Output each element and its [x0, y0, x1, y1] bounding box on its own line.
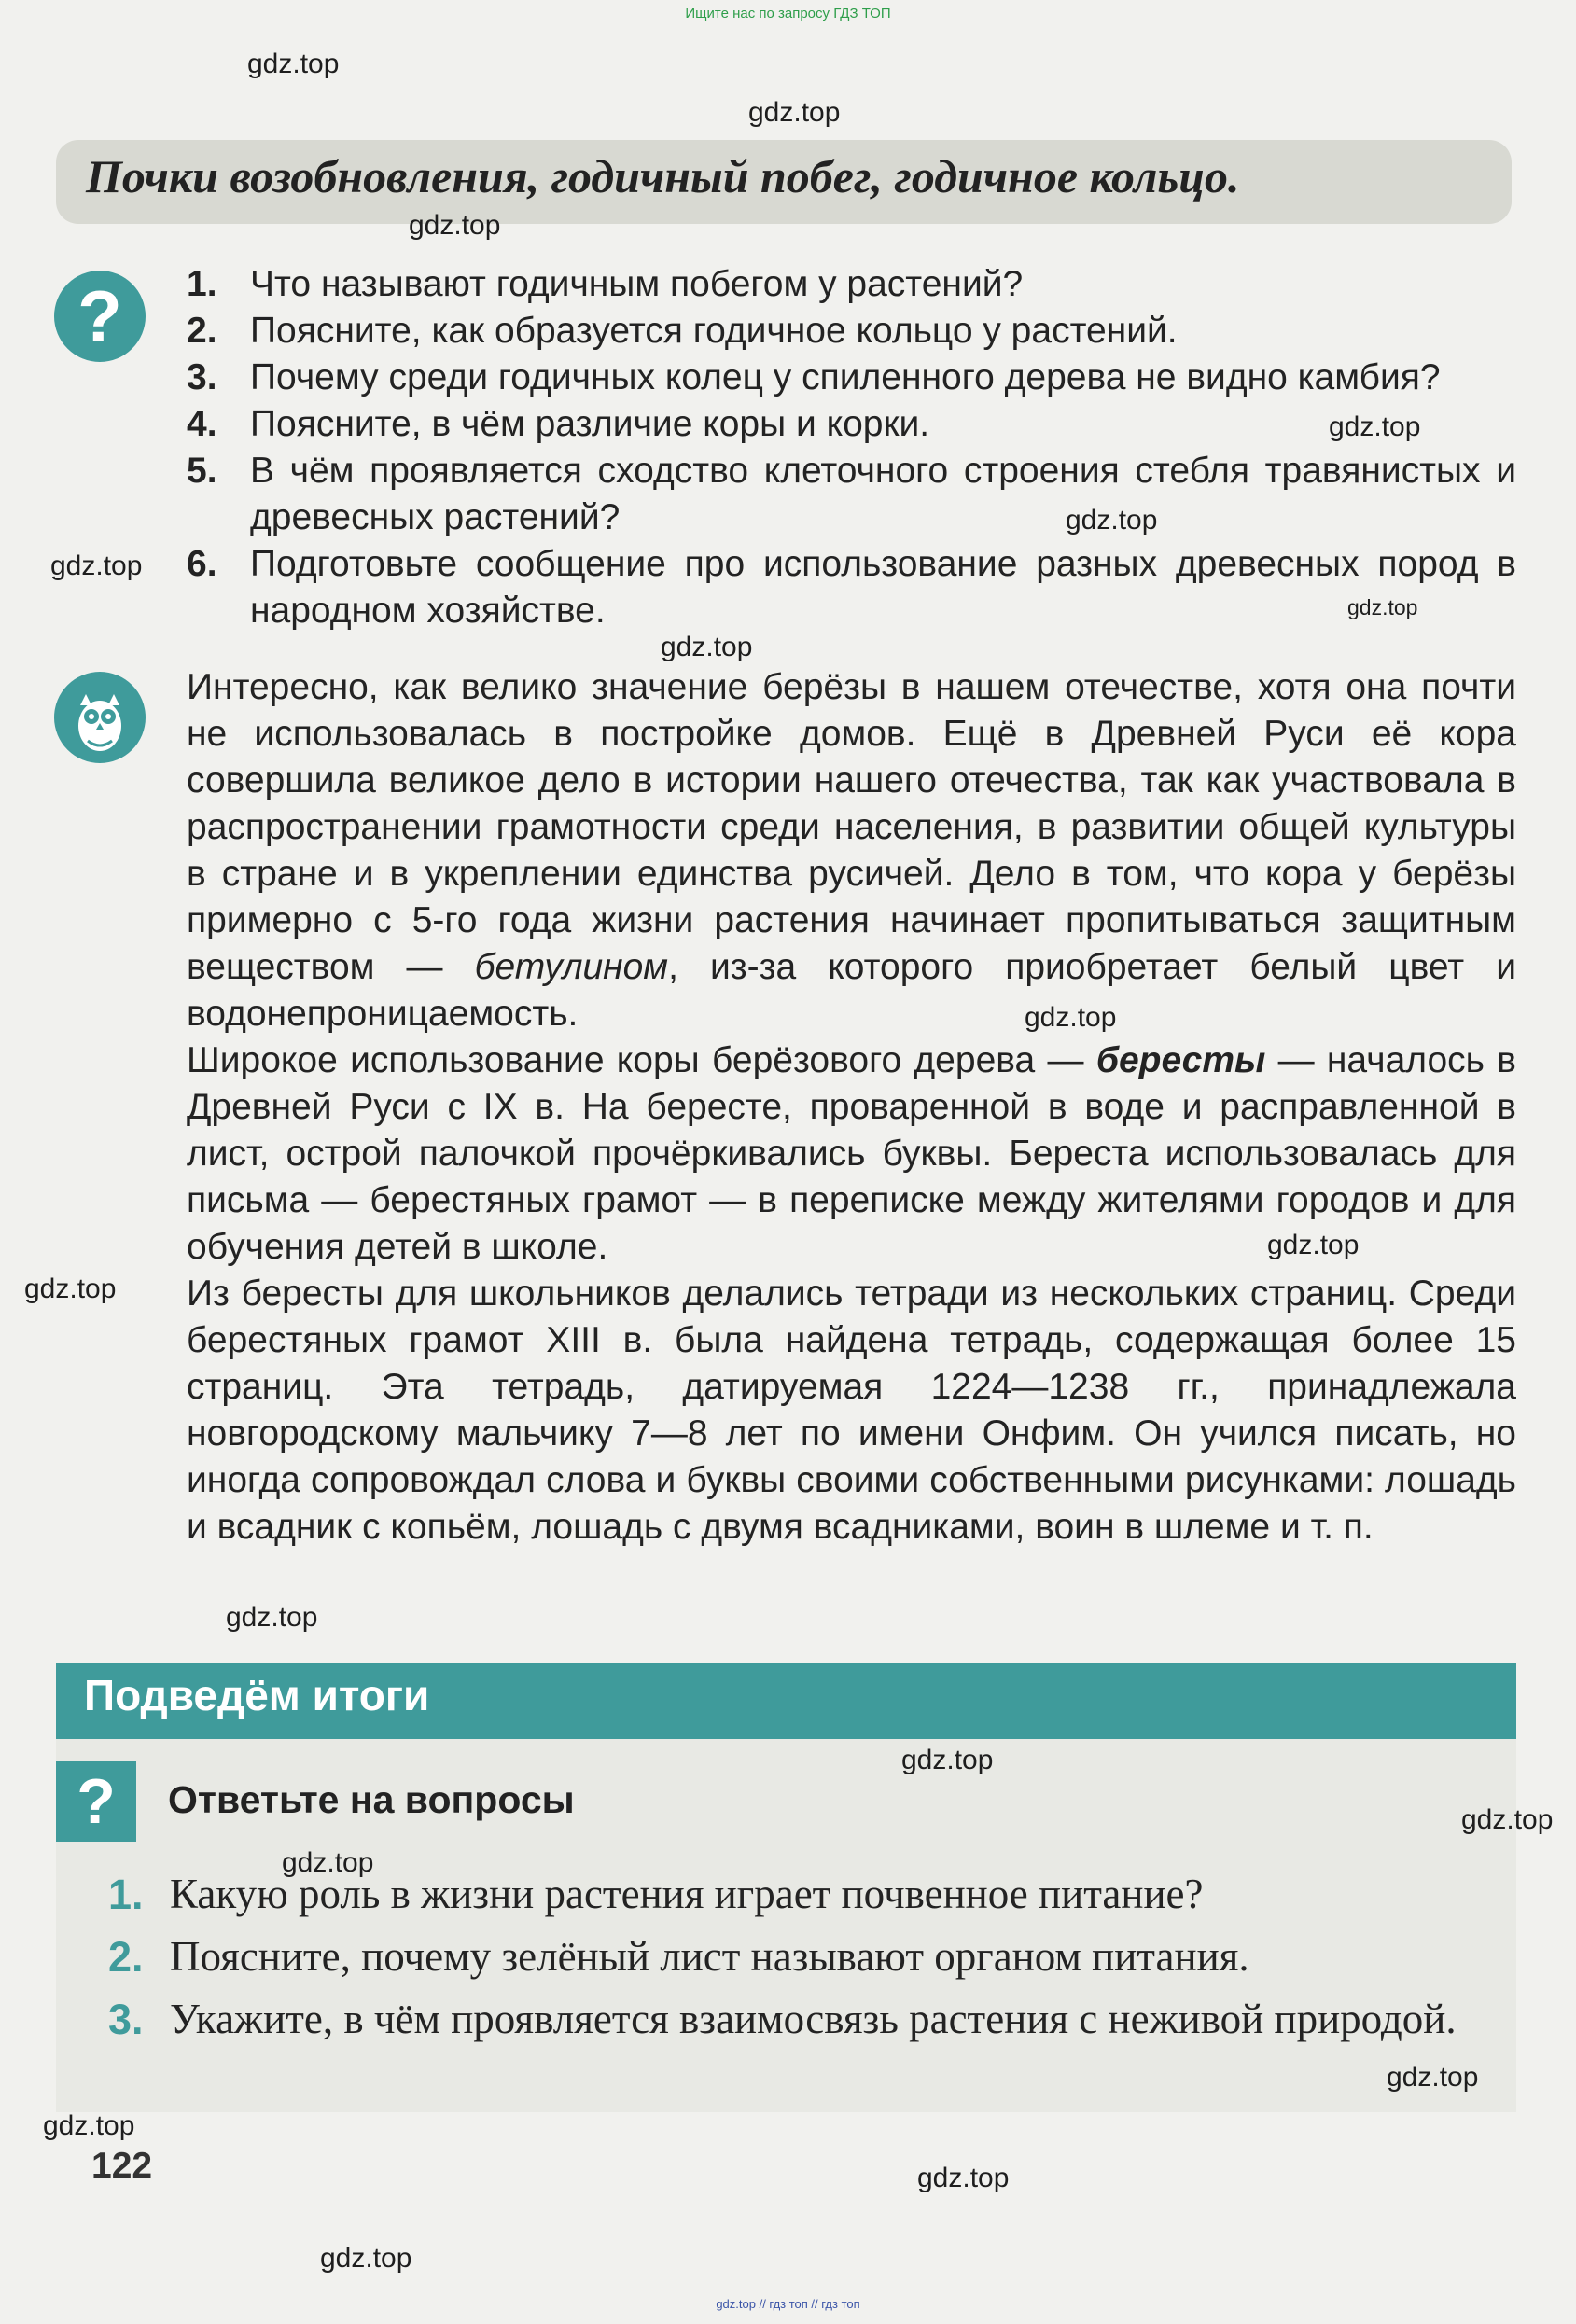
review-questions-list — [187, 261, 1516, 634]
term-betulin: бетулином — [474, 947, 669, 987]
summary-question: 1. Какую роль в жизни растения играет почвенное питание? — [108, 1871, 1204, 1918]
watermark-text: gdz.top — [1347, 595, 1418, 619]
watermark-text: gdz.top — [43, 2110, 135, 2141]
summary-question: 3. Укажите, в чём проявляется взаимосвязь растения с неживой природой. — [108, 1996, 1457, 2043]
watermark-text: gdz.top — [661, 632, 753, 662]
term-beresta: бересты — [1095, 1040, 1266, 1080]
summary-title: Подведём итоги — [84, 1671, 430, 1719]
watermark-text: gdz.top — [917, 2163, 1010, 2193]
section-title: Почки возобновления, годичный побег, годичное кольцо. — [86, 150, 1240, 202]
page-number: 122 — [91, 2146, 153, 2186]
watermark-text: gdz.top — [24, 1273, 117, 1304]
top-search-note: Ищите нас по запросу ГДЗ ТОП — [685, 6, 891, 21]
watermark-text: gdz.top — [1267, 1230, 1360, 1260]
story-paragraph: Широкое использование коры берёзового дерева — бересты — началось в Древней Руси с IX в. На бересте, проваренной в воде и расправленной в лист, острой палочкой прочёркивались буквы. Береста использовалась для письма — берестяных грамот — в переписке между жителями городов и для обучения детей в школе. — [187, 1040, 1516, 1267]
watermark-text: gdz.top — [226, 1602, 318, 1633]
summary-questions-list — [103, 1869, 1519, 2056]
review-question: 3. Почему среди годичных колец у спиленного дерева не видно камбия? — [187, 357, 1441, 397]
watermark-text: gdz.top — [282, 1847, 374, 1878]
watermark-text: gdz.top — [1329, 411, 1421, 442]
watermark-text: gdz.top — [50, 550, 143, 581]
review-question: 1. Что называют годичным побегом у растений? — [187, 264, 1024, 304]
summary-question: 2. Поясните, почему зелёный лист называют органом питания. — [108, 1933, 1249, 1981]
watermark-text: gdz.top — [1387, 2062, 1479, 2093]
question-box-icon: ? — [56, 1761, 136, 1842]
birch-bark-story — [187, 664, 1516, 1551]
review-question: 6. Подготовьте сообщение про использование разных древесных пород в народном хозяйстве. — [187, 544, 1516, 631]
review-question: 5. В чём проявляется сходство клеточного строения стебля травянистых и древесных растений? — [187, 451, 1516, 537]
watermark-text: gdz.top — [247, 49, 340, 79]
watermark-text: gdz.top — [1066, 505, 1158, 536]
owl-icon — [54, 672, 146, 763]
question-mark-icon: ? — [54, 271, 146, 362]
watermark-text: gdz.top — [320, 2243, 412, 2274]
watermark-text: gdz.top — [748, 97, 841, 128]
watermark-text: gdz.top — [1461, 1804, 1554, 1835]
answer-questions-heading: Ответьте на вопросы — [168, 1778, 575, 1821]
watermark-text: gdz.top — [1025, 1002, 1117, 1033]
bottom-site-note: gdz.top // гдз топ // гдз топ — [716, 2297, 860, 2311]
watermark-text: gdz.top — [901, 1745, 994, 1775]
watermark-text: gdz.top — [409, 210, 501, 241]
review-question: 4. Поясните, в чём различие коры и корки. — [187, 404, 930, 444]
story-paragraph: Из бересты для школьников делались тетради из нескольких страниц. Среди берестяных грамот XIII в. была найдена тетрадь, содержащая более 15 страниц. Эта тетрадь, датируемая 1224—1238 гг., принадлежала новгородскому мальчику 7—8 лет по имени Онфим. Он учился писать, но иногда сопровождал слова и буквы своими собственными рисунками: лошадь и всадник с копьём, лошадь с двумя всадниками, воин в шлеме и т. п. — [187, 1273, 1516, 1547]
review-question: 2. Поясните, как образуется годичное кольцо у растений. — [187, 311, 1178, 351]
story-paragraph: Интересно, как велико значение берёзы в нашем отечестве, хотя она почти не использовалась в постройке домов. Ещё в Древней Руси её кора совершила великое дело в истории нашего отечества, так как участвовала в распространении грамотности среди населения, в развитии общей культуры в стране и в укреплении единства русичей. Дело в том, что кора у берёзы примерно с 5-го года жизни растения начинает пропитываться защитным веществом — бетулином, из-за которого приобретает белый цвет и водонепроницаемость. — [187, 667, 1516, 1034]
